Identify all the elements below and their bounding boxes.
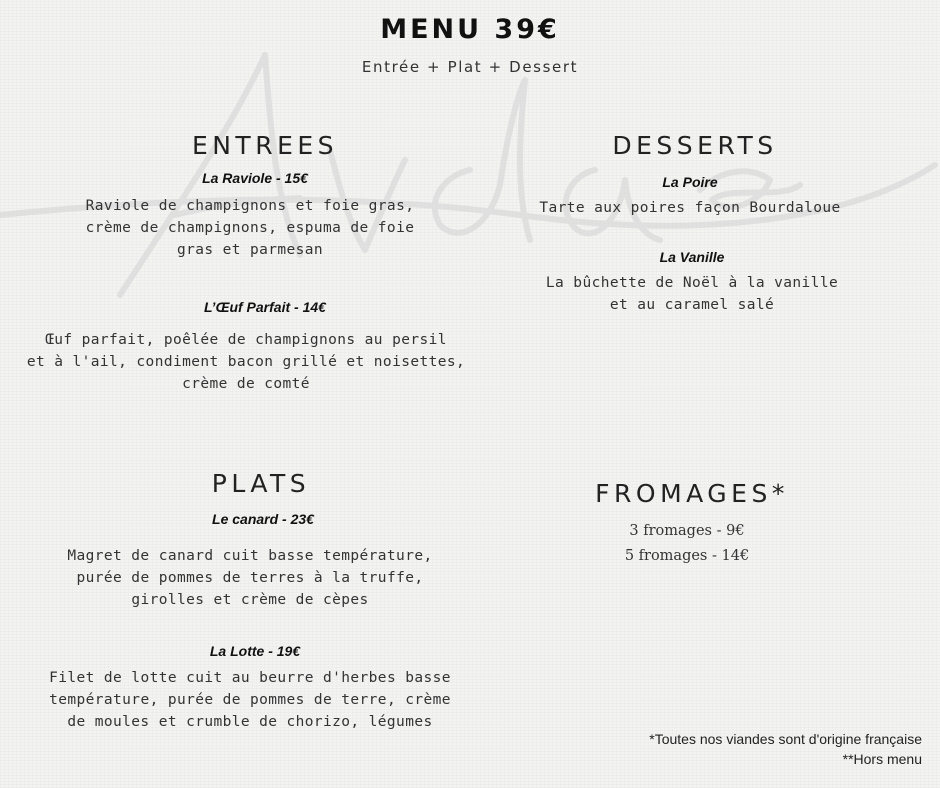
entrees-heading: ENTREES: [191, 131, 339, 160]
dish-desc-vanille: [480, 272, 904, 316]
desc-line: et au caramel salé: [609, 297, 775, 313]
fromages-heading: FROMAGES*: [595, 479, 789, 508]
desc-line: crème de champignons, espuma de foie: [85, 220, 415, 236]
desc-line: Tarte aux poires façon Bourdaloue: [539, 200, 841, 216]
cheese-option-5: 5 fromages - 14€: [624, 548, 750, 564]
dish-name-vanille: La Vanille: [659, 249, 725, 265]
footnote-hors-menu: **Hors menu: [842, 751, 922, 767]
desc-line: de moules et crumble de chorizo, légumes: [67, 714, 433, 730]
desc-line: Magret de canard cuit basse température,: [67, 548, 433, 564]
cheese-option-3: 3 fromages - 9€: [629, 523, 745, 539]
desc-line: et à l'ail, condiment bacon grillé et noisettes,: [26, 354, 466, 370]
dish-desc-lotte: [16, 667, 484, 733]
dish-desc-oeuf: [14, 329, 478, 395]
desc-line: Œuf parfait, poêlée de champignons au persil: [45, 332, 447, 348]
desserts-heading: DESSERTS: [612, 131, 778, 160]
desc-line: crème de comté: [182, 376, 310, 392]
dish-desc-poire: [480, 197, 900, 219]
dish-desc-raviole: [20, 195, 480, 261]
dish-name-lotte: La Lotte - 19€: [209, 643, 301, 659]
desc-line: purée de pommes de terres à la truffe,: [76, 570, 424, 586]
desc-line: La bûchette de Noël à la vanille: [545, 275, 839, 291]
footnote-origin: *Toutes nos viandes sont d'origine française: [649, 731, 922, 747]
dish-name-poire: La Poire: [662, 174, 718, 190]
desc-line: gras et parmesan: [176, 242, 324, 258]
dish-name-oeuf: L’Œuf Parfait - 14€: [204, 299, 326, 315]
desc-line: Raviole de champignons et foie gras,: [85, 198, 415, 214]
dish-desc-canard: [20, 545, 480, 611]
dish-name-raviole: La Raviole - 15€: [202, 170, 308, 186]
plats-heading: PLATS: [211, 469, 311, 498]
dish-name-canard: Le canard - 23€: [212, 511, 314, 527]
menu-subtitle: Entrée + Plat + Dessert: [361, 58, 579, 76]
desc-line: température, purée de pommes de terre, crème: [49, 692, 451, 708]
desc-line: Filet de lotte cuit au beurre d'herbes basse: [49, 670, 451, 686]
desc-line: girolles et crème de cèpes: [131, 592, 369, 608]
menu-title: MENU 39€: [380, 14, 560, 45]
